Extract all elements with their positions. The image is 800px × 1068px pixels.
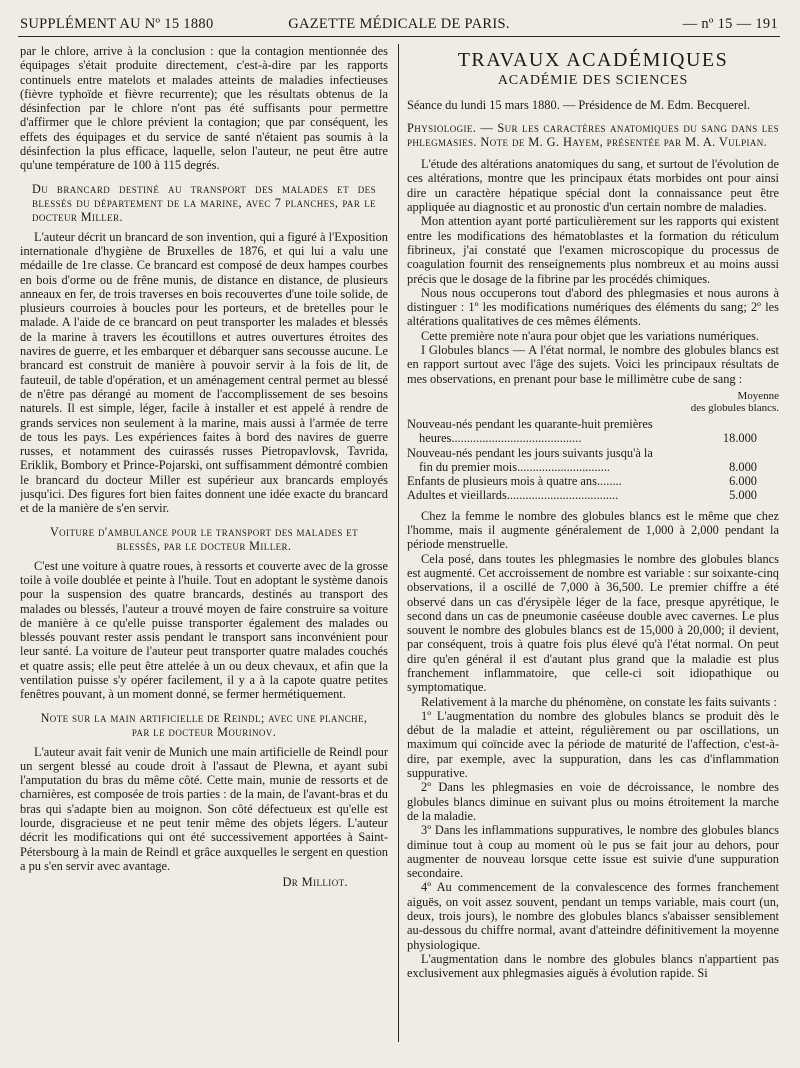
row-lead: Adultes et vieillards [407,488,507,503]
paragraph-8: Relativement à la marche du phénomène, on constate les faits suivants : [421,694,777,709]
article-body-main-artificielle: L'auteur avait fait venir de Munich une main artificielle de Reindl pour un sergent blessé au coude droit à l'assaut de Plewna, et ayant subi l'amputation du bras du même côté. Cette main, munie de ressorts et de charnières, est composée de trois parties : de la main, de l'avant-bras et du bras qui s'adapte bien au moignon. Son côté défectueux est qu'elle est lourde, disgracieuse et ne peut tenir même des objets légers. L'auteur décrit les modifications qui ont été successivement apportées à Saint-Pétersbourg à la main de Reindl et grâce auxquelles le sergent en question a pu s'en servir avec avantage. [20,744,388,873]
row-lead: heures [419,431,452,446]
row-value: 6.000 [729,474,757,489]
header-journal-title: GAZETTE MÉDICALE DE PARIS. [288,16,510,32]
paragraph-7: Cela posé, dans toutes les phlegmasies le nombre des globules blancs est augmenté. Cet accroissement de nombre est variable : sur soixante-cinq observations, il a oscillé de 7,000 à 36,500. Le premier chiffre a été observé dans un cas d'érysipèle léger de la face, presque apyrétique, le second dans un cas de pneumonie caséeuse double avec cavernes. Le plus souvent le nombre des globules blancs est de 15,000 à 20,000; il devient, par conséquent, trois à quatre fois plus élevé qu'à l'état normal. On peut dire qu'en général il est d'autant plus grand que la maladie est plus franchement inflammatoire, que celle-ci soit idiopathique ou symptomatique. [407,551,779,695]
paragraph-9: 1º L'augmentation du nombre des globules blancs se produit dès le début de la maladie et atteint, régulièrement ou par oscillations, un maximum qui coïncide avec la période de maturité de l'affection, c'est-à-dire, par exemple, avec la suppuration, dans les cas d'inflammation suppurative. [407,708,779,781]
row-label: Nouveau-nés pendant les jours suivants jusqu'à la [407,445,653,460]
intro-paragraph: par le chlore, arrive à la conclusion : que la contagion mentionnée des équipages s'était produite directement, c'est-à-dire par les rapports continuels entre matelots et malades atteints de maladies infectieuses (fièvre typhoïde et fièvre recurrente); que les résultats obtenus de la désinfection par le chlore n'ont pas été suffisants pour permettre d'affirmer que le chlore prévient la contagion; que par conséquent, les effets des équipages et du service de santé n'étaient pas soumis à la désinfection la plus efficace, laquelle, selon l'auteur, ne peut être autre qu'une température de 100 à 115 degrés. [20,44,388,173]
paragraph-10: 2º Dans les phlegmasies en voie de décroissance, le nombre des globules blancs diminue en suivant plus ou moins étroitement la marche de la maladie. [407,780,779,823]
article-heading-main-artificielle: Note sur la main artificielle de Reindl; avec une planche, par le docteur Mourinov. [40,710,368,739]
table-row: Enfants de plusieurs mois à quatre ans........ 6.000 [407,474,779,488]
table-row [407,446,779,460]
section-subtitle: ACADÉMIE DES SCIENCES [497,73,689,88]
table-header-line-1: Moyenne [737,389,779,402]
table-header [407,390,779,414]
seance-line: Séance du lundi 15 mars 1880. — Présidence de M. Edm. Becquerel. [407,98,751,113]
paragraph-4: Cette première note n'aura pour objet que les variations numériques. [421,328,760,343]
header-rule [18,36,780,37]
column-divider [398,44,399,1042]
header-page-number: — nº 15 — 191 [682,16,778,32]
right-column [407,44,779,1044]
row-lead: fin du premier mois [419,459,518,474]
paragraph-13: L'augmentation dans le nombre des globules blancs n'appartient pas exclusivement aux phlegmasies aiguës à évolution rapide. Si [407,951,779,981]
article-body-brancard: L'auteur décrit un brancard de son invention, qui a figuré à l'Exposition internationale d'hygiène de Bruxelles de 1876, et qui lui a valu une médaille de 1re classe. Ce brancard est composé de deux hampes courbes en bois d'orme ou de frêne munis, de distance en distance, de plusieurs anneaux en fer, de trois traverses en bois recouvertes d'une toile solide, de plusieurs courroies à boucles pour les porteurs, et de bretelles pour le malade. A l'aide de ce brancard on peut transporter les malades et blessés de la marine à travers les écoutillons et autres ouvertures étroites des navires de guerre, et les embarquer et débarquer sans secousse aucune. Le brancard est construit de manière à pouvoir servir à la fois de lit, de fauteuil, de table d'opération, et un aménagement central permet au blessé de n'être pas dérangé au moment de l'accomplissement de ses besoins naturels. Il est simple, léger, facile à installer et est appelé à rendre de grands services non seulement à la marine, mais aussi à l'armée de terre de tous les pays. Les expériences faites à bord des navires de guerre russes, et notamment des cuirassés russes Pietropavlovsk, Tavrida, Eriklik, Bombory et Prince-Pojarski, ont suffisamment démontré combien le brancard du docteur Miller est supérieur aux brancards employés jusqu'ici. Des figures fort bien faites donnent une idée exacte du brancard et de la manière de s'en servir. [20,229,388,516]
row-value: 5.000 [729,488,757,503]
row-label: Nouveau-nés pendant les quarante-huit premières [407,416,653,431]
section-title: TRAVAUX ACADÉMIQUES [457,49,729,71]
running-header [20,12,778,38]
white-cell-table [407,417,779,503]
physiology-heading: Physiologie. — Sur les caractères anatomiques du sang dans les phlegmasies. Note de M. G. Hayem, présentée par M. A. Vulpian. [407,120,779,149]
article-body-voiture: C'est une voiture à quatre roues, à ressorts et couverte avec de la grosse toile à voile doublée et peinte à l'huile. Tout en adoptant le système danois pour la suspension des quatre brancards, destinés au transport des malades ou blessés, l'auteur a trouvé moyen de faire construire sa voiture de manière à ce qu'elle puisse transporter également des malades ou blessés pouvant rester assis pendant le transport sans inconvénient pour leur santé. La voiture de l'auteur peut transporter quatre malades couchés et quatre assis; elle peut être attelée à un ou deux chevaux, et afin que la ventilation puisse s'y opérer facilement, il y a à la capote quatre petites fenêtres pouvant, à un moment donné, se fermer hermétiquement. [20,558,388,702]
article-heading-voiture: Voiture d'ambulance pour le transport des malades et blessés, par le docteur Miller. [49,524,359,553]
left-column [20,44,388,1044]
table-row: heures.......................................... 18.000 [407,431,779,445]
paragraph-6: Chez la femme le nombre des globules blancs est le même que chez l'homme, mais il augmente généralement de 1,000 à 2,000 pendant la période menstruelle. [407,508,779,552]
row-value: 8.000 [729,459,757,474]
header-supplement: SUPPLÉMENT AU Nº 15 1880 [20,16,214,32]
paragraph-11: 3º Dans les inflammations suppuratives, le nombre des globules blancs diminue tout à coup au moment où le pus se fait jour au dehors, pour augmenter de nouveau lorsque cette issue est suivie d'une suppuration secondaire. [407,823,779,881]
row-lead: Enfants de plusieurs mois à quatre ans [407,474,597,489]
paragraph-2: Mon attention ayant porté particulièrement sur les rapports qui existent entre les modifications des hématoblastes et la formation du réticulum fibrineux, j'ai constaté que l'examen microscopique du processus de coagulation fournit des renseignements plus nombreux et au moins aussi précis que le dosage de la fibrine par les procédés chimiques. [407,214,779,286]
article-heading-brancard: Du brancard destiné au transport des malades et des blessés du département de la marine, avec 7 planches, par le docteur Miller. [32,181,376,224]
paragraph-1: L'étude des altérations anatomiques du sang, et surtout de l'évolution de ces altérations, montre que les principaux états morbides ont pour ainsi dire un caractère hépatique spécial dont la connaissance peut être appliquée au diagnostic et au pronostic d'un certain nombre de maladies. [407,157,779,215]
row-value: 18.000 [722,431,757,446]
table-row [407,417,779,431]
paragraph-5: I Globules blancs — A l'état normal, le nombre des globules blancs est en rapport surtout avec l'âge des sujets. Voici les principaux résultats de mes observations, en prenant pour base le millimètre cube de sang : [407,343,779,386]
paragraph-12: 4º Au commencement de la convalescence des formes franchement aiguës, on voit assez souvent, pendant un temps variable, mais court (un, deux, trois jours), le nombre des globules blancs s'abaisser sensiblement au-dessous du chiffre normal, avant d'atteindre définitivement la moyenne physiologique. [407,880,779,952]
table-header-line-2: des globules blancs. [690,401,779,414]
signature: Dr Milliot. [282,875,348,890]
table-row: Adultes et vieillards.................................... 5.000 [407,488,779,502]
paragraph-3: Nous nous occuperons tout d'abord des phlegmasies et nous aurons à distinguer : 1º les modifications numériques des éléments du sang; 2º les altérations qualitatives de ces mêmes éléments. [407,285,779,329]
table-row: fin du premier mois.............................. 8.000 [407,460,779,474]
